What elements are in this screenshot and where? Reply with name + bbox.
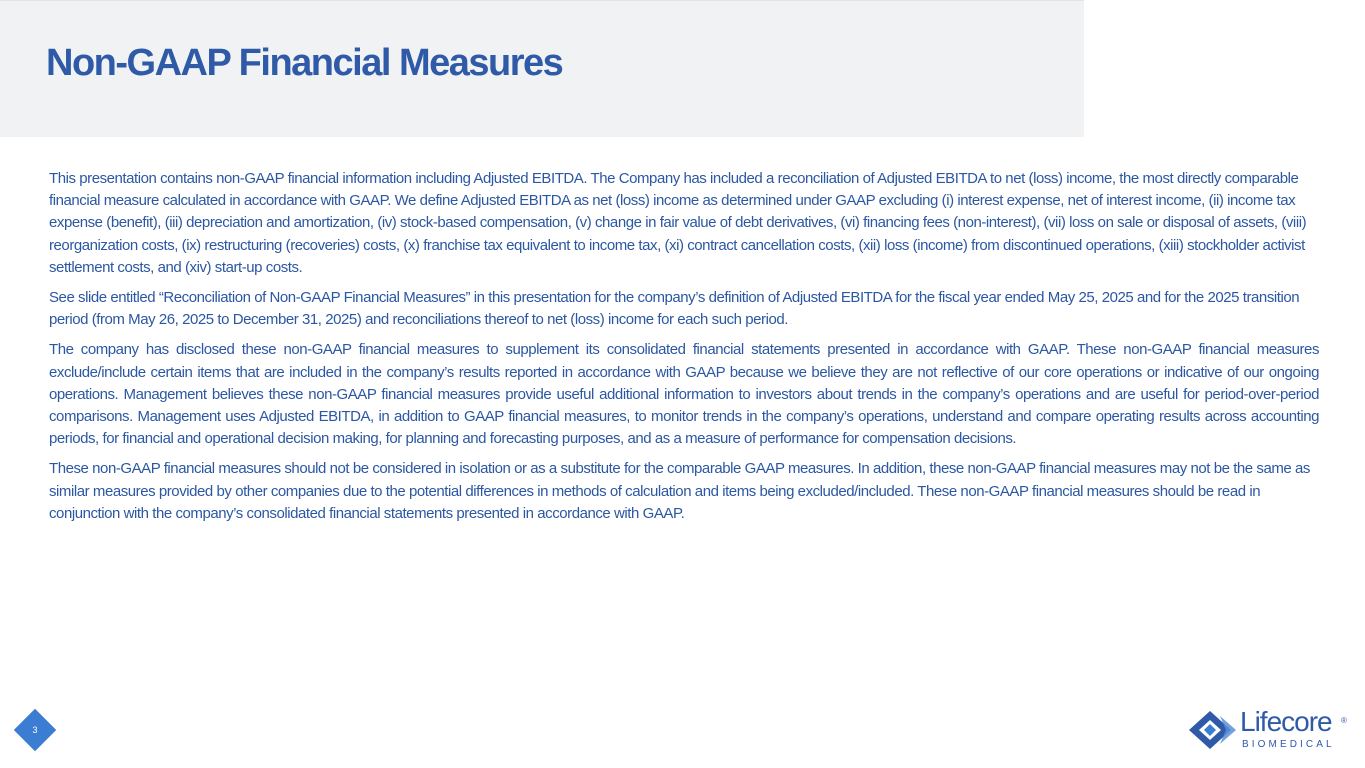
logo-registered-mark: ® [1341,716,1347,725]
title-band [0,0,1084,137]
paragraph-reconciliation-reference: See slide entitled “Reconciliation of Non-GAAP Financial Measures” in this presentation for the company’s definition of Adjusted EBITDA for the fiscal year ended May 25, 2025 and for the 2025 transition period (from May 26, 2025 to December 31, 2025) and reconciliations thereof to net (loss) income for each such period. [49,289,1300,329]
paragraph-definition: This presentation contains non-GAAP financial information including Adjusted EBITDA. The Company has included a reconciliation of Adjusted EBITDA to net (loss) income, the most directly comparable financial measure calculated in accordance with GAAP. We define Adjusted EBITDA as net (loss) income as determined under GAAP excluding (i) interest expense, net of interest income, (ii) income tax expense (benefit), (iii) depreciation and amortization, (iv) stock-based compensation, (v) change in fair value of debt derivatives, (vi) financing fees (non-interest), (vii) loss on sale or disposal of assets, (viii) reorganization costs, (ix) restructuring (recoveries) costs, (x) franchise tax equivalent to income tax, (xi) contract cancellation costs, (xii) loss (income) from discontinued operations, (xiii) stockholder activist settlement costs, and (xiv) start-up costs. [49,170,1307,276]
body-text [49,168,1319,533]
page-number-badge [13,708,57,752]
lifecore-diamond-logo-icon [1186,708,1238,752]
paragraph-limitations: These non-GAAP financial measures should not be considered in isolation or as a substitute for the comparable GAAP measures. In addition, these non-GAAP financial measures may not be the same as similar measures provided by other companies due to the potential differences in methods of calculation and items being excluded/included. These non-GAAP financial measures should be read in conjunction with the company’s consolidated financial statements presented in accordance with GAAP. [49,460,1310,522]
paragraph-purpose: The company has disclosed these non-GAAP financial measures to supplement its consolidated financial statements presented in accordance with GAAP. These non-GAAP financial measures exclude/include certain items that are included in the company’s results reported in accordance with GAAP because we believe they are not reflective of our core operations or indicative of our ongoing operations. Management believes these non-GAAP financial measures provide useful additional information to investors about trends in the company’s operations and are useful for period-over-period comparisons. Management uses Adjusted EBITDA, in addition to GAAP financial measures, to monitor trends in the company’s operations, understand and compare operating results across accounting periods, for financial and operational decision making, for planning and forecasting purposes, and as a measure of performance for compensation decisions. [49,341,1319,448]
company-logo [1186,708,1351,752]
logo-subtitle: BIOMEDICAL [1242,739,1335,750]
page-title: Non-GAAP Financial Measures [46,42,563,84]
logo-name: Lifecore [1240,706,1332,737]
page-number: 3 [32,725,38,735]
